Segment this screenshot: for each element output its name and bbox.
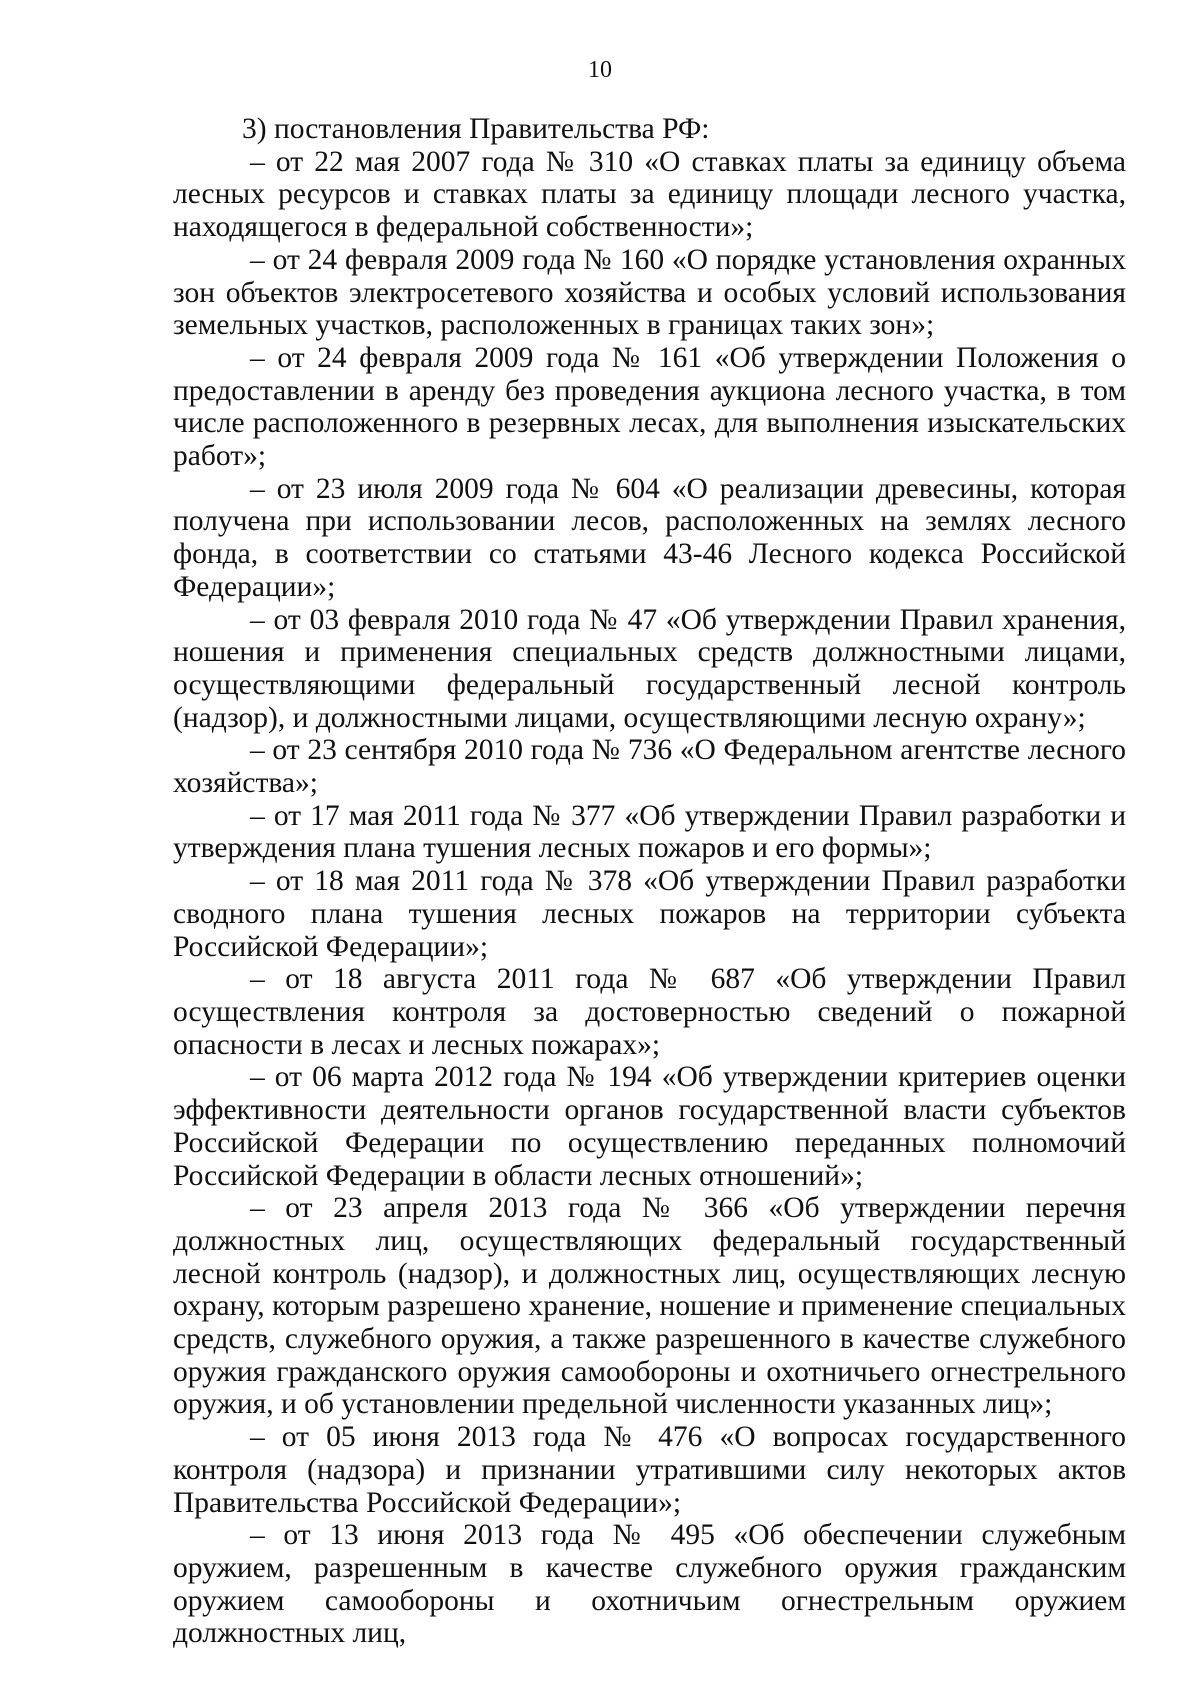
page-number: 10 [588, 57, 612, 83]
list-item: – от 23 июля 2009 года № 604 «О реализации древесины, которая получена при использовании лесов, расположенных на землях лесного фонда, в соответствии со статьями 43-46 Лесного кодекса Российской Федерации»; [173, 472, 1126, 603]
list-item: – от 22 мая 2007 года № 310 «О ставках платы за единицу объема лесных ресурсов и ставках платы за единицу площади лесного участка, находящегося в федеральной собственности»; [173, 145, 1126, 244]
list-item: – от 17 мая 2011 года № 377 «Об утверждении Правил разработки и утверждения плана тушения лесных пожаров и его формы»; [173, 799, 1126, 865]
list-item: – от 24 февраля 2009 года № 161 «Об утверждении Положения о предоставлении в аренду без проведения аукциона лесного участка, в том числе расположенного в резервных лесах, для выполнения изыскательских работ»; [173, 341, 1126, 473]
list-item: – от 03 февраля 2010 года № 47 «Об утверждении Правил хранения, ношения и применения специальных средств должностными лицами, осуществляющими федеральный государственный лесной контроль (надзор), и должностными лицами, осуществляющими лесную охрану»; [173, 603, 1126, 734]
section-heading: 3) постановления Правительства РФ: [242, 113, 710, 145]
list-item: – от 05 июня 2013 года № 476 «О вопросах государственного контроля (надзора) и признании утратившими силу некоторых актов Правительства Российской Федерации»; [173, 1421, 1126, 1519]
list-item: – от 18 мая 2011 года № 378 «Об утверждении Правил разработки сводного плана тушения лесных пожаров на территории субъекта Российской Федерации»; [173, 865, 1126, 963]
list-item: – от 18 августа 2011 года № 687 «Об утверждении Правил осуществления контроля за достоверностью сведений о пожарной опасности в лесах и лесных пожарах»; [173, 963, 1126, 1061]
list-item: – от 13 июня 2013 года № 495 «Об обеспечении служебным оружием, разрешенным в качестве служебного оружия гражданским оружием самообороны и охотничьим огнестрельным оружием должностных лиц, [173, 1519, 1126, 1650]
list-item: – от 23 сентября 2010 года № 736 «О Федеральном агентстве лесного хозяйства»; [173, 734, 1126, 800]
document-body [173, 113, 1126, 1650]
list-item: – от 06 марта 2012 года № 194 «Об утверждении критериев оценки эффективности деятельности органов государственной власти субъектов Российской Федерации по осуществлению переданных полномочий Российской Федерации в области лесных отношений»; [173, 1061, 1126, 1192]
list-item: – от 24 февраля 2009 года № 160 «О порядке установления охранных зон объектов электросетевого хозяйства и особых условий использования земельных участков, расположенных в границах таких зон»; [173, 243, 1126, 342]
list-item: – от 23 апреля 2013 года № 366 «Об утверждении перечня должностных лиц, осуществляющих федеральный государственный лесной контроль (надзор), и должностных лиц, осуществляющих лесную охрану, которым разрешено хранение, ношение и применение специальных средств, служебного оружия, а также разрешенного в качестве служебного оружия гражданского оружия самообороны и охотничьего огнестрельного оружия, и об установлении предельной численности указанных лиц»; [173, 1192, 1126, 1421]
